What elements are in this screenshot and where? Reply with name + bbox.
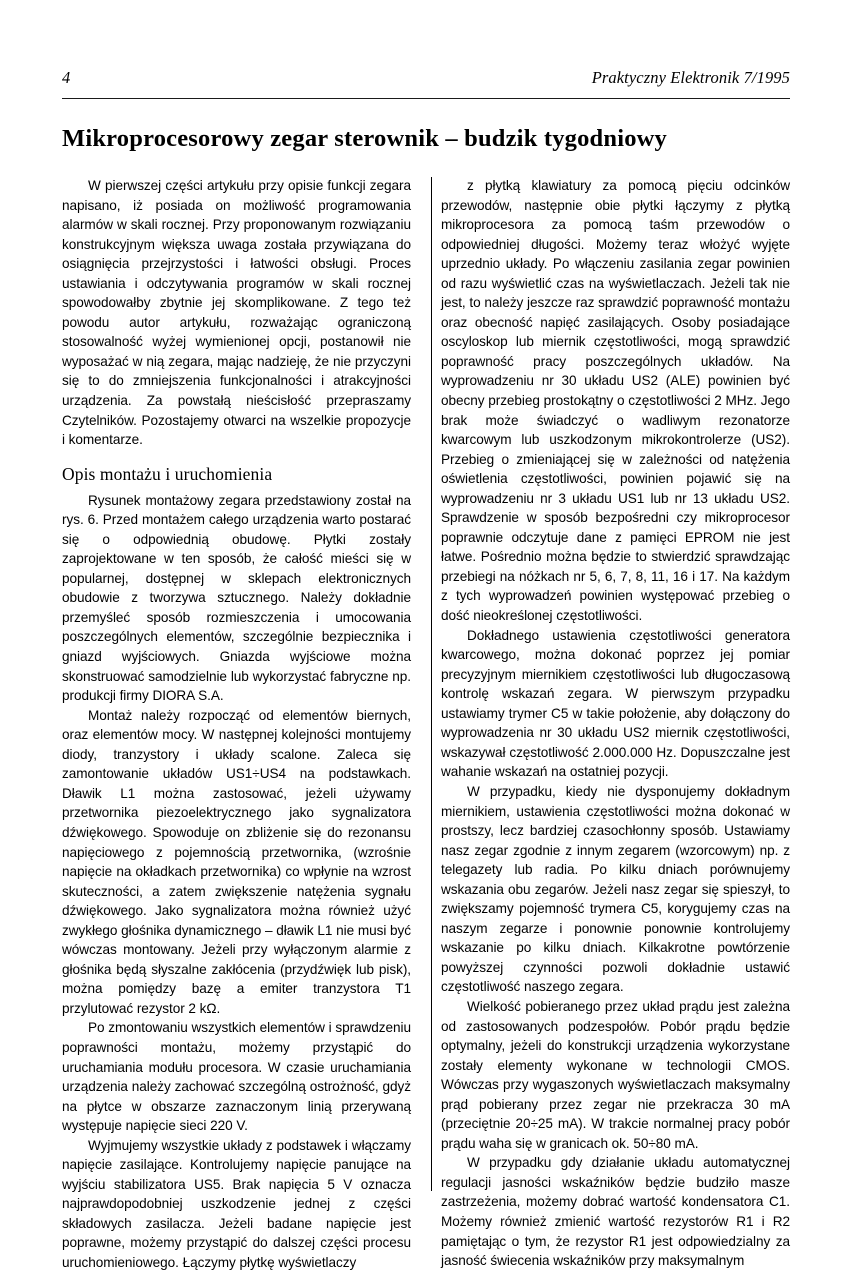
- paragraph: Po zmontowaniu wszystkich elementów i sprawdzeniu poprawności montażu, możemy przystąpić do uruchamiania modułu procesora. W czasie uruchamiania urządzenia należy zachować szczególną ostrożność, gdyż na płytce w obszarze zaznaczonym linią przerywaną występuje napięcie sieci 220 V.: [62, 1020, 411, 1134]
- paragraph: z płytką klawiatury za pomocą pięciu odcinków przewodów, następnie obie płytki łączymy z płytką mikroprocesora za pomocą taśm przewodów o odpowiedniej długości. Możemy teraz włożyć wyjęte uprzednio układy. Po włączeniu zasilania zegar powinien od razu wyświetlić czas na wyświetlaczach. Jeżeli tak nie jest, to należy jeszcze raz sprawdzić poprawność montażu oraz obecność napięć zasilających. Osoby posiadające oscyloskop lub miernik częstotliwości, mogą sprawdzić poprawność pracy poszczególnych układów. Na wyprowadzeniu nr 30 układu US2 (ALE) powinien być obecny przebieg prostokątny o częstotliwości 2 MHz. Jego brak może świadczyć o wadliwym rezonatorze kwarcowym lub uszkodzonym mikrokontrolerze (US2). Przebieg o zmieniającej się w zależności od natężenia oświetlenia częstotliwości, powinien pojawić się na wyprowadzeniu nr 3 układu US1 lub nr 13 układu US2. Sprawdzenie w sposób bezpośredni czy mikroprocesor poprawnie odczytuje dane z pamięci EPROM nie jest łatwe. Pośrednio można będzie to stwierdzić sprawdzając przebiegi na nóżkach nr 5, 6, 7, 8, 11, 16 i 17. Na każdym z tych wyprowadzeń powinien występować przebieg o dość nieokreślonej częstotliwości.: [441, 178, 790, 624]
- body-columns: [62, 176, 790, 1270]
- paragraph: Wielkość pobieranego przez układ prądu jest zależna od zastosowanych podzespołów. Pobór prądu będzie optymalny, jeżeli do konstrukcji urządzenia wykorzystane zostały elementy wykonane w technologii CMOS. Wówczas przy wygaszonych wyświetlaczach maksymalny prąd pobierany przez zegar nie przekracza 30 mA (przeciętnie 20÷25 mA). W trakcie normalnej pracy pobór prądu waha się w granicach ok. 50÷80 mA.: [441, 998, 790, 1151]
- right-column: [441, 176, 790, 1269]
- article-title: Mikroprocesorowy zegar sterownik – budzik tygodniowy: [62, 125, 668, 153]
- page-number: 4: [62, 68, 71, 87]
- header-rule: [62, 98, 790, 99]
- paragraph: Rysunek montażowy zegara przedstawiony został na rys. 6. Przed montażem całego urządzenia warto postarać się o odpowiednią obudowę. Płytki zostały zaprojektowane w ten sposób, że całość mieści się w popularnej, dostępnej w sklepach elektronicznych obudowie z tworzywa sztucznego. Należy dokładnie przemyśleć sposób rozmieszczenia i umocowania poszczególnych elementów, szczególnie bezpiecznika i gniazd wyjściowych. Gniazda wyjściowe można skonstruować samodzielnie lub wykorzystać fabryczne np. produkcji firmy DIORA S.A.: [62, 492, 411, 704]
- paragraph: W przypadku, kiedy nie dysponujemy dokładnym miernikiem, ustawienia częstotliwości można dokonać w prostszy, lecz bardziej czasochłonny sposób. Ustawiamy nasz zegar zgodnie z innym zegarem (wzorcowym) np. z telegazety lub radia. Po kilku dniach porównujemy wskazania obu zegarów. Jeżeli nasz zegar się spieszył, to zwiększamy pojemność trymera C5, korygujemy czas na naszym zegarze i ponownie ponownie kontrolujemy wskazanie po kilku dniach. Kilkakrotne powtórzenie powyższej czynności pozwoli dokładnie ustawić częstotliwość naszego zegara.: [441, 783, 790, 995]
- paragraph: W przypadku gdy działanie układu automatycznej regulacji jasności wskaźników będzie budziło masze zastrzeżenia, możemy dobrać wartość kondensatora C1. Możemy również zmienić wartość rezystorów R1 i R2 pamiętając o tym, że rezystor R1 jest odpowiedzialny za jasność świecenia wskaźników przy maksymalnym: [441, 1155, 790, 1269]
- paragraph: Montaż należy rozpocząć od elementów biernych, oraz elementów mocy. W następnej kolejności montujemy diody, tranzystory i układy scalone. Zaleca się zamontowanie układów US1÷US4 na podstawkach. Dławik L1 można zastosować, jeżeli używamy przetwornika piezoelektrycznego jako sygnalizatora dźwiękowego. Spowoduje on zbliżenie się do rezonansu napięciowego z pojemnością przetwornika, (wzrośnie napięcie na okładkach przetwornika) co wpłynie na wzrost skuteczności, a zatem zwiększenie natężenia sygnału dźwiękowego. Jako sygnalizatora można również użyć zwykłego głośnika dynamicznego – dławik L1 nie musi być wówczas montowany. Jeżeli przy wyłączonym alarmie z głośnika będą słyszalne zakłócenia (przydźwięk lub pisk), można pomiędzy bazę a emiter tranzystora T1 przylutować rezystor 2 kΩ.: [62, 707, 411, 1016]
- left-column: [62, 176, 411, 1270]
- paragraph: Wyjmujemy wszystkie układy z podstawek i włączamy napięcie zasilające. Kontrolujemy napięcie panujące na wyjściu stabilizatora US5. Brak napięcia 5 V oznacza najprawdopodobniej uszkodzenie jednej z części składowych zasilacza. Jeżeli badane napięcie jest poprawne, możemy przystąpić do dalszej części procesu uruchomieniowego. Łączymy płytkę wyświetlaczy: [62, 1137, 411, 1270]
- running-head: [62, 68, 790, 94]
- paragraph: W pierwszej części artykułu przy opisie funkcji zegara napisano, iż posiada on możliwość programowania alarmów w skali rocznej. Przy proponowanym rozwiązaniu konstrukcyjnym większa uwaga została przywiązana do osiągnięcia przejrzystości i łatwości obsługi. Proces ustawiania i odczytywania programów w skali rocznej spowodowałby zbytnie jej skomplikowane. Z tego też powodu autor artykułu, rozważając ograniczoną stosowalność wyżej wymienionej opcji, postanowił nie wyposażać w nią zegara, mając nadzieję, że nie przyczyni się to do zmniejszenia funkcjonalności i atrakcyjności urządzenia. Za powstałą nieścisłość przepraszamy Czytelników. Pozostajemy otwarci na wszelkie propozycje i komentarze.: [62, 178, 411, 448]
- section-subheading: Opis montażu i uruchomienia: [62, 463, 273, 484]
- column-divider: [431, 177, 432, 1191]
- journal-title: Praktyczny Elektronik 7/1995: [591, 68, 790, 87]
- paragraph: Dokładnego ustawienia częstotliwości generatora kwarcowego, można dokonać poprzez jej pomiar precyzyjnym miernikiem częstotliwości lub długoczasową kontrolę wskazań zegara. W pierwszym przypadku ustawiamy trymer C5 w takie położenie, aby dołączony do wyprowadzenia nr 30 układu US2 miernik częstotliwości, wskazywał częstotliwość 2.000.000 Hz. Dopuszczalne jest wahanie wskazań na ostatniej pozycji.: [441, 627, 790, 780]
